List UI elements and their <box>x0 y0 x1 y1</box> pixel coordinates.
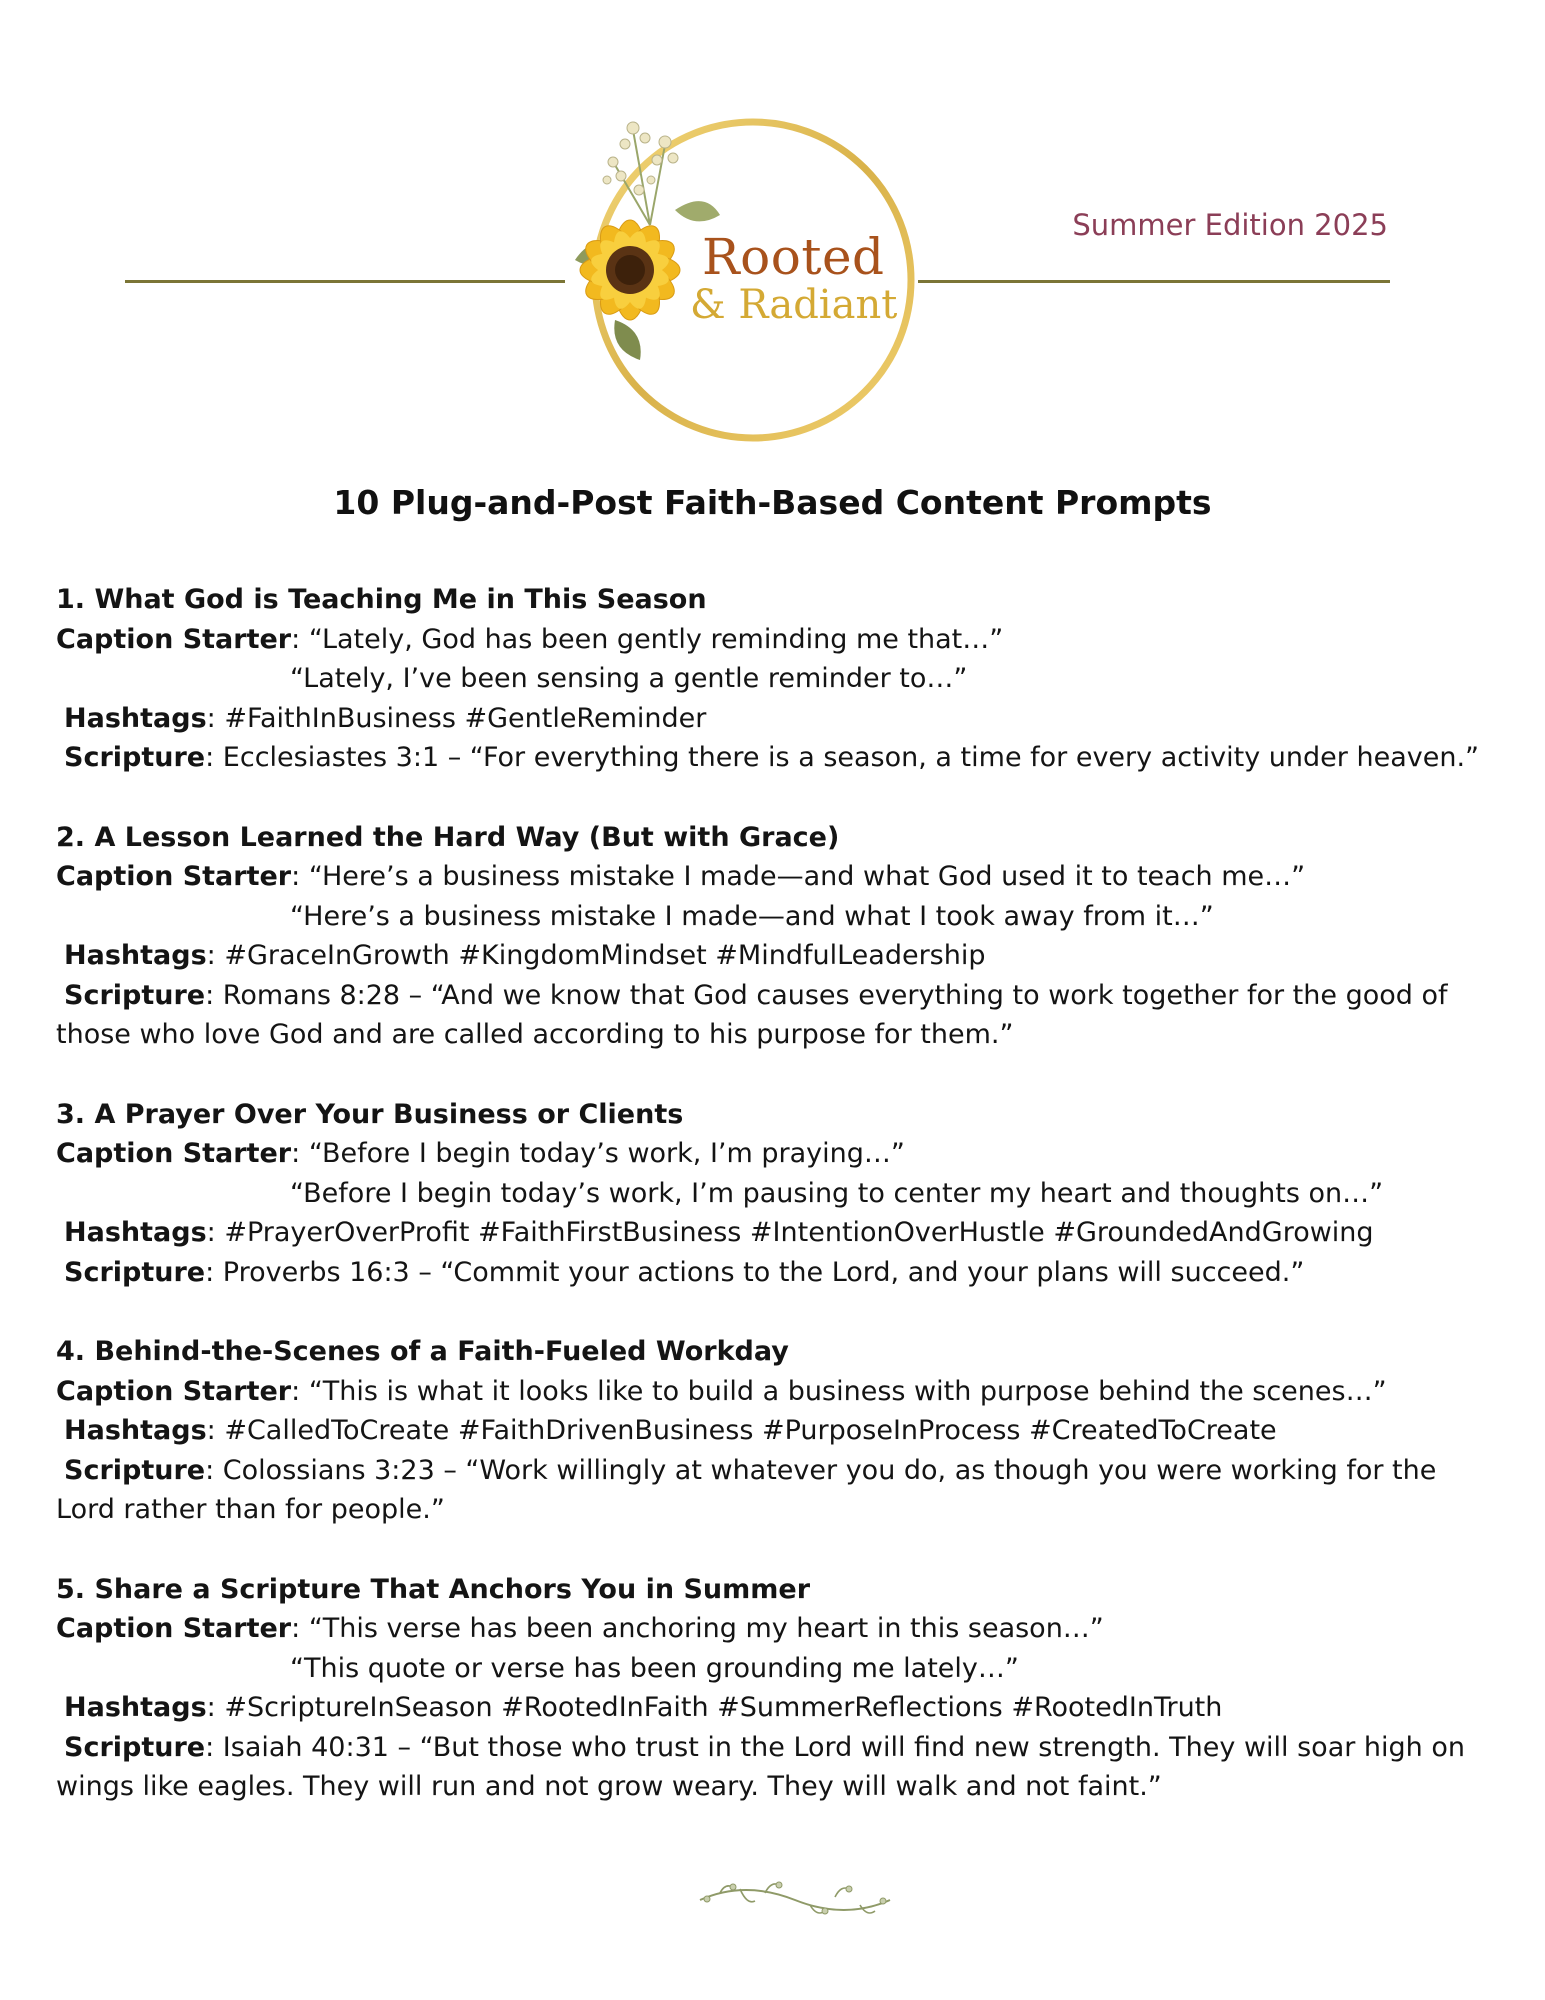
scripture-label: Scripture <box>64 742 206 773</box>
header-rule-right <box>918 280 1390 283</box>
hashtags-text: #PrayerOverProfit #FaithFirstBusiness #IntentionOverHustle #GroundedAndGrowing <box>224 1217 1374 1248</box>
scripture-line: Scripture: Ecclesiastes 3:1 – “For everything there is a season, a time for every activity under heaven.” <box>64 742 1480 773</box>
hashtags-line: Hashtags: #ScriptureInSeason #RootedInFaith #SummerReflections #RootedInTruth <box>64 1692 1223 1723</box>
caption-label: Caption Starter <box>56 623 292 655</box>
vine-ornament-icon <box>695 1875 895 1925</box>
caption-text: “Lately, God has been gently reminding me that…” <box>308 623 1004 655</box>
prompt-title: 3. A Prayer Over Your Business or Clients <box>56 1098 684 1130</box>
scripture-line: Scripture: Colossians 3:23 – “Work willingly at whatever you do, as though you were working for the Lord rather than for people.” <box>56 1454 1437 1525</box>
scripture-text: Romans 8:28 – “And we know that God causes everything to work together for the good of those who love God and are called according to his purpose for them.” <box>56 979 1448 1050</box>
prompt-4 <box>56 1332 1496 1530</box>
prompt-3 <box>56 1095 1496 1293</box>
caption-text: “This verse has been anchoring my heart in this season…” <box>308 1613 1104 1644</box>
caption-alt: “Here’s a business mistake I made—and what I took away from it…” <box>290 900 1214 932</box>
prompt-5 <box>56 1570 1496 1807</box>
hashtags-text: #ScriptureInSeason #RootedInFaith #SummerReflections #RootedInTruth <box>224 1692 1223 1723</box>
brand-line-2: & Radiant <box>690 282 898 328</box>
caption-line: Caption Starter: “Here’s a business mistake I made—and what God used it to teach me…” <box>56 861 1306 892</box>
hashtags-line: Hashtags: #GraceInGrowth #KingdomMindset #MindfulLeadership <box>64 940 986 971</box>
caption-text: “Here’s a business mistake I made—and what God used it to teach me…” <box>308 861 1306 892</box>
caption-alt: “Lately, I’ve been sensing a gentle reminder to…” <box>290 663 968 694</box>
hashtags-line: Hashtags: #FaithInBusiness #GentleReminder <box>64 702 707 734</box>
caption-line: Caption Starter: “This is what it looks like to build a business with purpose behind the scenes…” <box>56 1375 1387 1407</box>
hashtags-text: #FaithInBusiness #GentleReminder <box>224 702 707 734</box>
prompt-1 <box>56 580 1496 778</box>
prompt-title: 1. What God is Teaching Me in This Season <box>56 584 707 615</box>
hashtags-label: Hashtags <box>64 1692 207 1723</box>
caption-text: “This is what it looks like to build a business with purpose behind the scenes…” <box>308 1375 1387 1407</box>
scripture-label: Scripture <box>64 1731 206 1763</box>
scripture-line: Scripture: Isaiah 40:31 – “But those who trust in the Lord will find new strength. They will soar high on wings like eagles. They will run and not grow weary. They will walk and not faint.” <box>56 1731 1466 1802</box>
scripture-label: Scripture <box>64 1256 206 1288</box>
hashtags-label: Hashtags <box>64 702 207 734</box>
caption-alt: “This quote or verse has been grounding me lately…” <box>290 1652 1019 1684</box>
prompt-title: 2. A Lesson Learned the Hard Way (But with Grace) <box>56 821 840 853</box>
caption-label: Caption Starter <box>56 1138 292 1169</box>
hashtags-label: Hashtags <box>64 1415 207 1446</box>
page-header <box>0 0 1545 460</box>
page-title: 10 Plug-and-Post Faith-Based Content Prompts <box>333 483 1212 522</box>
prompt-list <box>56 580 1496 1847</box>
caption-line: Caption Starter: “Lately, God has been gently reminding me that…” <box>56 623 1004 655</box>
caption-line: Caption Starter: “Before I begin today’s work, I’m praying…” <box>56 1138 905 1169</box>
prompt-2 <box>56 818 1496 1055</box>
hashtags-label: Hashtags <box>64 940 207 971</box>
caption-label: Caption Starter <box>56 861 292 892</box>
caption-text: “Before I begin today’s work, I’m praying…” <box>308 1138 905 1169</box>
scripture-line: Scripture: Romans 8:28 – “And we know that God causes everything to work together for the good of those who love God and are called according to his purpose for them.” <box>56 979 1448 1050</box>
brand-line-1: Rooted <box>702 228 885 286</box>
hashtags-line: Hashtags: #CalledToCreate #FaithDrivenBusiness #PurposeInProcess #CreatedToCreate <box>64 1415 1277 1446</box>
prompt-title: 4. Behind-the-Scenes of a Faith-Fueled Workday <box>56 1336 789 1367</box>
hashtags-line: Hashtags: #PrayerOverProfit #FaithFirstBusiness #IntentionOverHustle #GroundedAndGrowing <box>64 1217 1374 1248</box>
scripture-line: Scripture: Proverbs 16:3 – “Commit your actions to the Lord, and your plans will succeed.” <box>64 1256 1305 1288</box>
scripture-text: Colossians 3:23 – “Work willingly at whatever you do, as though you were working for the Lord rather than for people.” <box>56 1454 1437 1525</box>
scripture-text: Ecclesiastes 3:1 – “For everything there is a season, a time for every activity under heaven.” <box>222 742 1480 773</box>
scripture-label: Scripture <box>64 1454 206 1486</box>
hashtags-text: #GraceInGrowth #KingdomMindset #MindfulLeadership <box>224 940 986 971</box>
caption-label: Caption Starter <box>56 1613 292 1644</box>
hashtags-label: Hashtags <box>64 1217 207 1248</box>
caption-line: Caption Starter: “This verse has been anchoring my heart in this season…” <box>56 1613 1104 1644</box>
caption-label: Caption Starter <box>56 1375 292 1407</box>
scripture-text: Proverbs 16:3 – “Commit your actions to the Lord, and your plans will succeed.” <box>222 1256 1305 1288</box>
scripture-label: Scripture <box>64 979 206 1011</box>
header-rule-left <box>125 280 565 283</box>
caption-alt: “Before I begin today’s work, I’m pausing to center my heart and thoughts on…” <box>290 1177 1384 1209</box>
prompt-title: 5. Share a Scripture That Anchors You in Summer <box>56 1573 811 1605</box>
hashtags-text: #CalledToCreate #FaithDrivenBusiness #PurposeInProcess #CreatedToCreate <box>224 1415 1277 1446</box>
edition-label: Summer Edition 2025 <box>1072 208 1388 242</box>
scripture-text: Isaiah 40:31 – “But those who trust in the Lord will find new strength. They will soar high on wings like eagles. They will run and not grow weary. They will walk and not faint.” <box>56 1731 1466 1802</box>
